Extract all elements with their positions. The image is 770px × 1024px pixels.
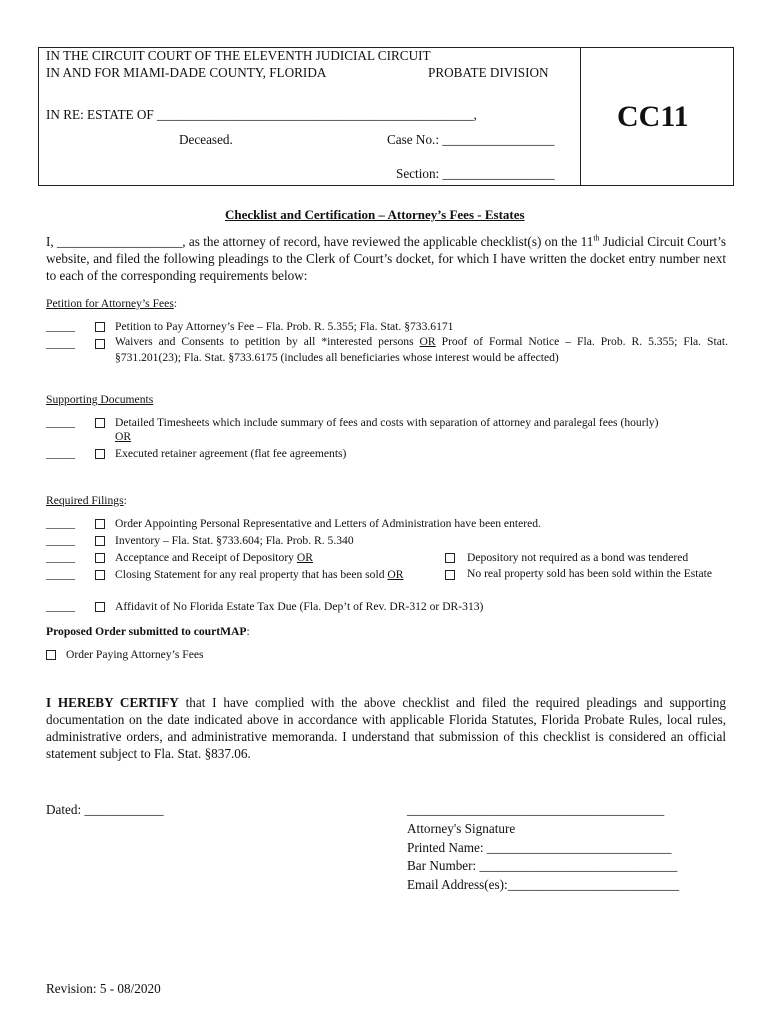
required-item1-label: Order Appointing Personal Representative and Letters of Administration have been entered. <box>115 517 541 530</box>
header-divider <box>580 47 581 186</box>
supporting-blank-2[interactable]: _____ <box>46 447 75 460</box>
supporting-item2-checkbox[interactable] <box>95 449 105 459</box>
court-name-line1: IN THE CIRCUIT COURT OF THE ELEVENTH JUDICIAL CIRCUIT <box>46 48 431 63</box>
required-blank-1[interactable]: _____ <box>46 517 75 530</box>
printed-name-field[interactable]: Printed Name: ____________________________ <box>407 840 672 855</box>
certify-lead: I HEREBY CERTIFY <box>46 695 179 710</box>
required-item3-label <box>115 551 313 564</box>
intro-paragraph <box>46 233 726 284</box>
required-item4-alt-checkbox[interactable] <box>445 570 455 580</box>
required-item3-text: Acceptance and Receipt of Depository <box>115 551 297 564</box>
division-label: PROBATE DIVISION <box>428 65 549 80</box>
supporting-heading: Supporting Documents <box>46 393 154 406</box>
supporting-item1-checkbox[interactable] <box>95 418 105 428</box>
required-item4-text: Closing Statement for any real property that has been sold <box>115 568 388 581</box>
required-item2-checkbox[interactable] <box>95 536 105 546</box>
required-blank-5[interactable]: _____ <box>46 600 75 613</box>
petition-blank-1[interactable]: _____ <box>46 320 75 333</box>
proposed-heading <box>46 625 250 638</box>
required-heading-colon: : <box>123 494 127 507</box>
deceased-label: Deceased. <box>179 132 233 147</box>
email-field[interactable]: Email Address(es):__________________________ <box>407 877 680 892</box>
intro-text-part2: Judicial Circuit Court’s website, and filed the following pleadings to the Clerk of Court’s docket, for which I have written the docket entry number next to each of the corresponding requirements below: <box>46 234 726 283</box>
required-heading-text: Required Filings <box>46 494 124 507</box>
petition-heading-colon: : <box>173 297 178 310</box>
revision-label: Revision: 5 - 08/2020 <box>46 981 161 996</box>
case-number-field[interactable]: Case No.: _________________ <box>387 132 555 147</box>
petition-item2-label <box>115 334 728 366</box>
petition-item2-checkbox[interactable] <box>95 339 105 349</box>
attorney-signature-label: Attorney's Signature <box>407 821 516 836</box>
required-item4-checkbox[interactable] <box>95 570 105 580</box>
supporting-or: OR <box>115 430 132 443</box>
petition-heading-text: Petition for Attorney’s Fees <box>46 297 174 310</box>
required-item4-alt-label: No real property sold has been sold within the Estate <box>467 567 713 580</box>
petition-item1-label: Petition to Pay Attorney’s Fee – Fla. Prob. R. 5.355; Fla. Stat. §733.6171 <box>115 320 454 333</box>
required-item4-or: OR <box>387 568 404 581</box>
required-item3-or: OR <box>296 551 313 564</box>
intro-superscript: th <box>593 233 600 243</box>
supporting-blank-1[interactable]: _____ <box>46 416 75 429</box>
required-item3-alt-label: Depository not required as a bond was tendered <box>467 551 689 564</box>
petition-item2-text-b: Proof of Formal Notice – Fla. Prob. R. 5.355; Fla. Stat. §731.201(23); Fla. Stat. §733.6175 (includes all beneficiaries whose interest would be affected) <box>115 335 728 364</box>
required-item3-alt-checkbox[interactable] <box>445 553 455 563</box>
required-blank-3[interactable]: _____ <box>46 551 75 564</box>
proposed-heading-colon: : <box>246 625 250 638</box>
dated-field[interactable]: Dated: ____________ <box>46 802 164 817</box>
petition-item2-text-a: Waivers and Consents to petition by all *interested persons <box>115 335 420 348</box>
required-blank-4[interactable]: _____ <box>46 568 75 581</box>
required-heading <box>46 494 127 507</box>
proposed-item1-label: Order Paying Attorney’s Fees <box>66 648 204 661</box>
petition-item2-or: OR <box>419 335 436 348</box>
section-field[interactable]: Section: _________________ <box>396 166 555 181</box>
required-item5-checkbox[interactable] <box>95 602 105 612</box>
petition-item1-checkbox[interactable] <box>95 322 105 332</box>
signature-line[interactable]: _______________________________________ <box>407 802 665 817</box>
required-blank-2[interactable]: _____ <box>46 534 75 547</box>
required-item3-checkbox[interactable] <box>95 553 105 563</box>
required-item2-label: Inventory – Fla. Stat. §733.604; Fla. Prob. R. 5.340 <box>115 534 354 547</box>
required-item1-checkbox[interactable] <box>95 519 105 529</box>
supporting-item2-label: Executed retainer agreement (flat fee agreements) <box>115 447 347 460</box>
required-item4-label <box>115 568 404 581</box>
form-code: CC11 <box>617 100 689 133</box>
proposed-heading-text: Proposed Order submitted to courtMAP <box>46 625 247 638</box>
intro-text-part1: I, ___________________, as the attorney of record, have reviewed the applicable checklist(s) on the 11 <box>46 234 594 249</box>
certify-text: that I have complied with the above checklist and filed the required pleadings and supporting documentation on the date indicated above in accordance with applicable Florida Statutes, Florida Probate Rules, local rules, administrative orders, and administrative memoranda. I understand that submission of this checklist is considered an official statement subject to Fla. Stat. §837.06. <box>46 695 726 761</box>
estate-of-line[interactable]: IN RE: ESTATE OF ________________________________________________, <box>46 107 477 122</box>
proposed-item1-checkbox[interactable] <box>46 650 56 660</box>
petition-heading <box>46 297 177 310</box>
required-item5-label: Affidavit of No Florida Estate Tax Due (Fla. Dep’t of Rev. DR-312 or DR-313) <box>115 600 484 613</box>
supporting-item1-label: Detailed Timesheets which include summary of fees and costs with separation of attorney and paralegal fees (hourly) <box>115 416 659 429</box>
petition-blank-2[interactable]: _____ <box>46 337 75 350</box>
certification-paragraph <box>46 694 726 762</box>
bar-number-field[interactable]: Bar Number: ______________________________ <box>407 858 678 873</box>
court-name-line2: IN AND FOR MIAMI-DADE COUNTY, FLORIDA <box>46 65 327 80</box>
document-title: Checklist and Certification – Attorney’s Fees - Estates <box>225 207 525 222</box>
